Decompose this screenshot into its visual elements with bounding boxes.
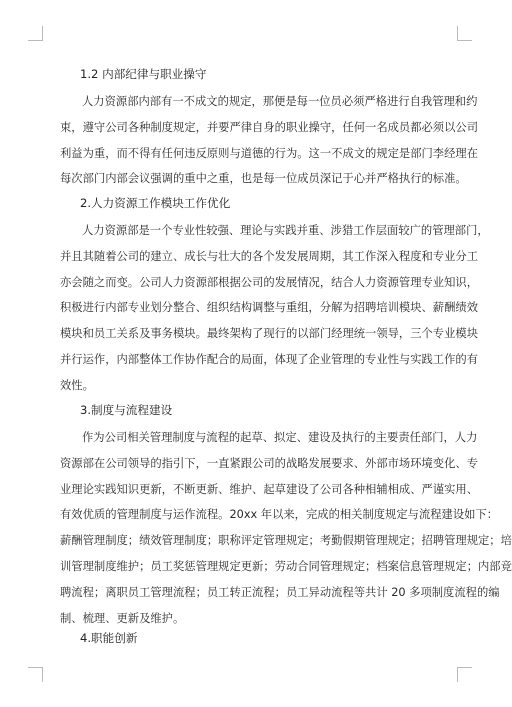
paragraph-line: 人力资源部是一个专业性较强、理论与实践并重、涉猎工作层面较广的管理部门， [82, 224, 489, 237]
paragraph-line: 模块和员工关系及事务模块。最终架构了现行的以部门经理统一领导，三个专业模块 [60, 327, 478, 341]
crop-mark-top-left-v [42, 26, 43, 41]
paragraph-line: 束，遵守公司各种制度规定，并要严律自身的职业操守，任何一名成员都必须以公司 [60, 120, 478, 134]
crop-mark-bottom-right-h [457, 667, 472, 668]
paragraph-line: 薪酬管理制度；绩效管理制度；职称评定管理规定；考勤假期管理规定；招聘管理规定；培 [60, 534, 512, 548]
paragraph-line: 聘流程；离职员工管理流程；员工转正流程；员工异动流程等共计 20 多项制度流程的编 [60, 585, 500, 599]
paragraph-line: 训管理制度维护；员工奖惩管理规定更新；劳动合同管理规定；档案信息管理规定；内部竞 [60, 559, 512, 573]
section-heading: 1.2 内部纪律与职业操守 [80, 67, 207, 81]
section-paragraph [60, 89, 478, 192]
paragraph-line: 效性。 [60, 378, 94, 392]
paragraph-line: 资源部在公司领导的指引下，一直紧跟公司的战略发展要求、外部市场环境变化、专 [60, 456, 478, 470]
paragraph-line: 制、梳理、更新及维护。 [60, 611, 185, 625]
paragraph-line: 并行运作，内部整体工作协作配合的局面，体现了企业管理的专业性与实践工作的有 [60, 352, 478, 366]
paragraph-line: 业理论实践知识更新，不断更新、维护、起草建设了公司各种相辅相成、严谨实用、 [60, 482, 478, 496]
paragraph-line: 每次部门内部会议强调的重中之重，也是每一位成员深记于心并严格执行的标准。 [60, 172, 467, 186]
crop-mark-bottom-right-v [457, 667, 458, 682]
paragraph-line: 有效优质的管理制度与运作流程。20xx 年以来，完成的相关制度规定与流程建设如下： [60, 508, 499, 522]
paragraph-line: 人力资源部内部有一不成文的规定，那便是每一位员必须严格进行自我管理和约 [82, 95, 478, 108]
paragraph-line: 亦会随之而变。公司人力资源部根据公司的发展情况，结合人力资源管理专业知识， [60, 275, 478, 289]
crop-mark-bottom-left-v [42, 667, 43, 682]
paragraph-line: 并且其随着公司的建立、成长与壮大的各个发发展周期，其工作深入程度和专业分工 [60, 249, 478, 263]
crop-mark-top-right-h [457, 40, 472, 41]
section-heading: 4.职能创新 [80, 631, 138, 645]
crop-mark-top-right-v [457, 26, 458, 41]
section-heading: 3.制度与流程建设 [80, 403, 173, 417]
section-heading: 2.人力资源工作模块工作优化 [80, 196, 231, 210]
crop-mark-bottom-left-h [28, 667, 42, 668]
paragraph-line: 利益为重，而不得有任何违反原则与道德的行为。这一不成文的规定是部门李经理在 [60, 146, 478, 160]
section-paragraph [60, 218, 489, 399]
section-paragraph [60, 425, 512, 631]
paragraph-line: 作为公司相关管理制度与流程的起草、拟定、建设及执行的主要责任部门，人力 [82, 431, 478, 444]
crop-mark-top-left-h [28, 40, 42, 41]
paragraph-line: 积极进行内部专业划分整合、组织结构调整与重组，分解为招聘培训模块、薪酬绩效 [60, 301, 478, 315]
